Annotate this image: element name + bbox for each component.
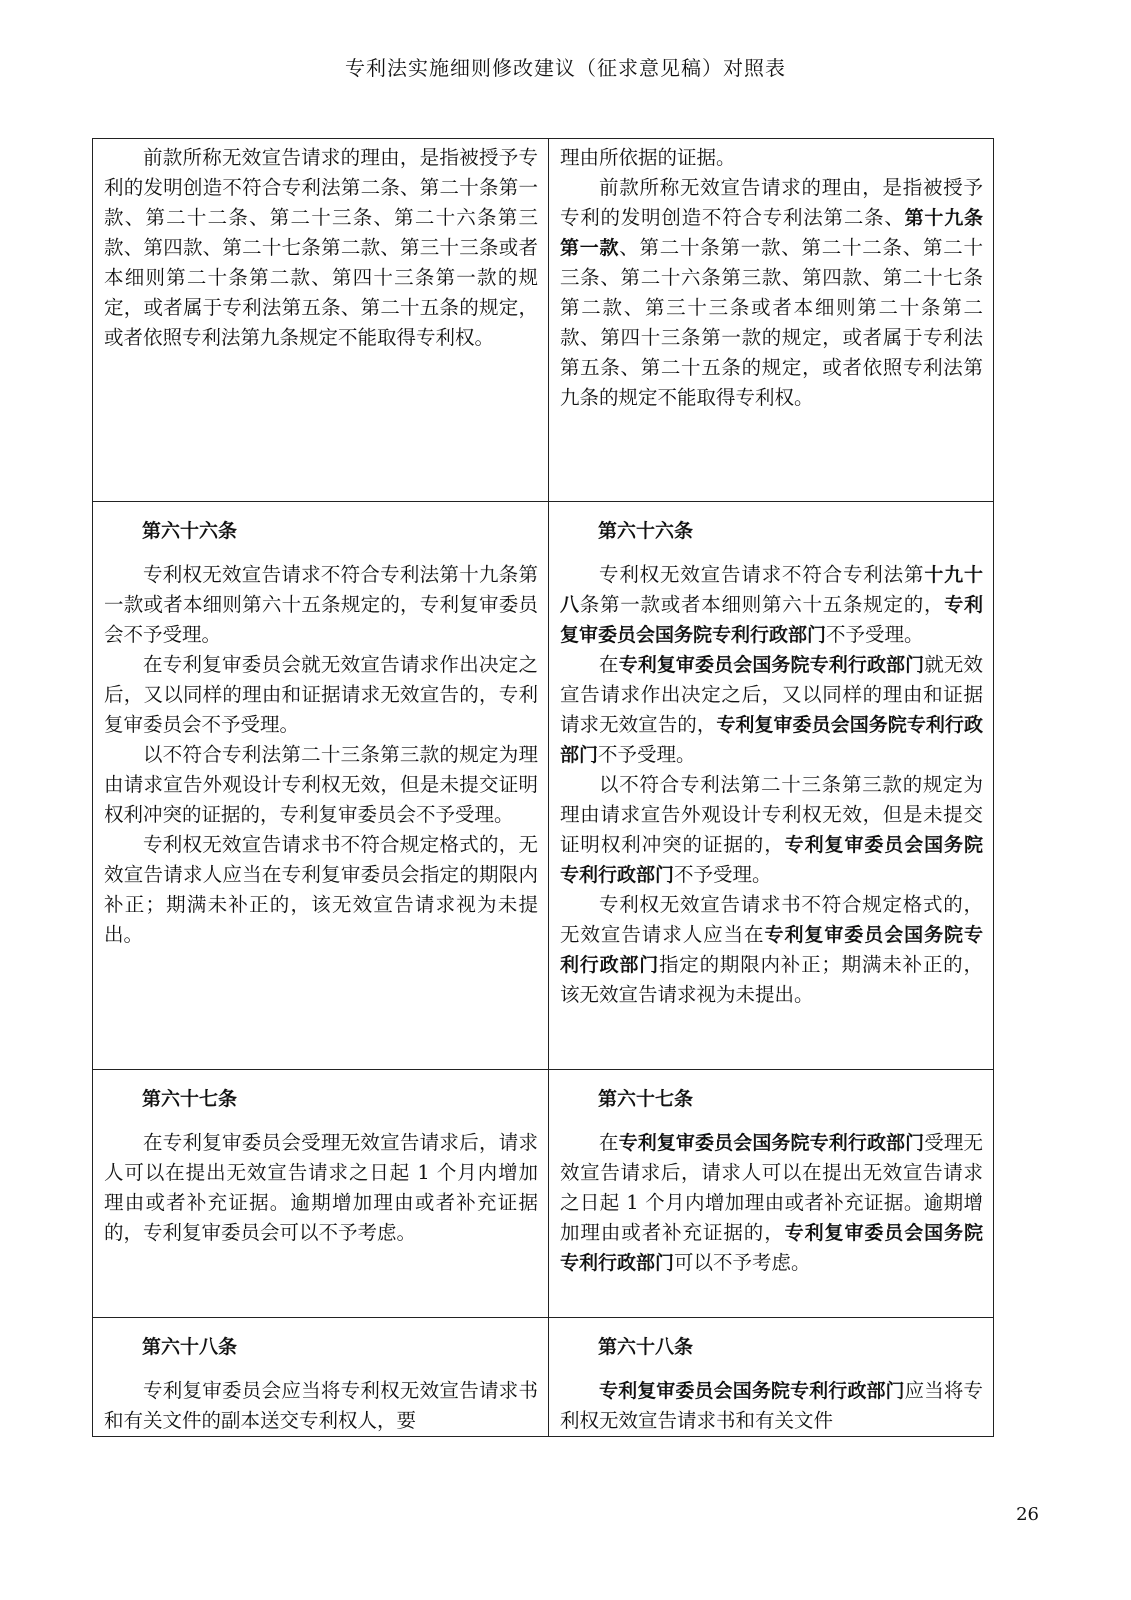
paragraph [104,830,538,950]
table-row [93,502,994,1070]
right-cell [549,1070,994,1318]
paragraph [104,1128,538,1248]
paragraph [560,173,983,413]
paragraph [104,740,538,830]
bold-text: 专利复审委员会国务院专利行政部门 [560,834,983,886]
paragraph [560,1128,983,1278]
paragraph-text: 以不符合专利法第二十三条第三款的规定为理由请求宣告外观设计专利权无效，但是未提交证明权利冲突的证据的， [560,773,983,856]
table-row [93,1318,994,1437]
paragraph-text: 专利复审委员会应当将专利权无效宣告请求书和有关文件的副本送交专利权人，要 [104,1379,538,1432]
paragraph-text: 在 [599,1131,619,1154]
paragraph-text: 可以不予考虑。 [674,1251,811,1274]
paragraph-text: 受理无效宣告请求后，请求人可以在提出无效宣告请求之日起 1 个月内增加理由或者补充证据。逾期增加理由或者补充证据的， [560,1131,983,1244]
paragraph [560,143,983,173]
paragraph-text: 条第一款或者本细则第六十五条规定的， [579,593,945,616]
table-row [93,1070,994,1318]
paragraph [104,143,538,353]
paragraph [560,890,983,1010]
paragraph [560,1376,983,1436]
paragraph-text: 不予受理。 [826,623,924,646]
paragraph-text: 以不符合专利法第二十三条第三款的规定为理由请求宣告外观设计专利权无效，但是未提交证明权利冲突的证据的，专利复审委员会不予受理。 [104,743,538,826]
paragraph [560,650,983,770]
paragraph-text: 专利权无效宣告请求不符合专利法第十九条第一款或者本细则第六十五条规定的，专利复审委员会不予受理。 [104,563,538,646]
paragraph [560,560,983,650]
article-title: 第六十七条 [598,1088,694,1110]
paragraph [104,650,538,740]
right-cell [549,502,994,1070]
bold-text: 专利复审委员会国务院专利行政部门 [618,1132,925,1154]
right-cell [549,1318,994,1437]
bold-text: 专利复审委员会国务院专利行政部门 [560,1222,983,1274]
article-title: 第六十六条 [142,520,238,542]
paragraph [104,560,538,650]
page-header-title: 专利法实施细则修改建议（征求意见稿）对照表 [345,56,786,80]
paragraph-text: 、第二十条第一款、第二十二条、第二十三条、第二十六条第三款、第四款、第二十七条第二款、第三十三条或者本细则第二十条第二款、第四十三条第一款的规定，或者属于专利法第五条、第二十五条的规定，或者依照专利法第九条的规定不能取得专利权。 [560,236,983,409]
paragraph-text: 专利权无效宣告请求书不符合规定格式的，无效宣告请求人应当在专利复审委员会指定的期限内补正；期满未补正的，该无效宣告请求视为未提出。 [104,833,538,946]
article-title: 第六十六条 [598,520,694,542]
paragraph-text: 专利权无效宣告请求书不符合规定格式的，无效宣告请求人应当在 [560,893,983,946]
paragraph-text: 不予受理。 [598,743,696,766]
left-cell [93,502,549,1070]
paragraph-text: 在专利复审委员会受理无效宣告请求后，请求人可以在提出无效宣告请求之日起 1 个月内增加理由或者补充证据。逾期增加理由或者补充证据的，专利复审委员会可以不予考虑。 [104,1131,538,1244]
bold-text: 专利复审委员会国务院专利行政部门 [560,594,983,646]
bold-text: 专利复审委员会国务院专利行政部门 [560,714,983,766]
paragraph-text: 不予受理。 [674,863,772,886]
bold-text: 专利复审委员会国务院专利行政部门 [618,654,925,676]
bold-text: 专利复审委员会国务院专利行政部门 [560,924,983,976]
bold-text: 第十九条第一款 [560,207,983,259]
paragraph-text: 在 [599,653,619,676]
paragraph-text: 应当将专利权无效宣告请求书和有关文件 [560,1379,983,1432]
paragraph-text: 前款所称无效宣告请求的理由，是指被授予专利的发明创造不符合专利法第二条、 [560,176,983,229]
left-cell [93,1070,549,1318]
left-cell [93,1318,549,1437]
paragraph-text: 专利权无效宣告请求不符合专利法第 [599,563,925,586]
right-cell [549,139,994,502]
paragraph-text: 前款所称无效宣告请求的理由，是指被授予专利的发明创造不符合专利法第二条、第二十条第一款、第二十二条、第二十三条、第二十六条第三款、第四款、第二十七条第二款、第三十三条或者本细则第二十条第二款、第四十三条第一款的规定，或者属于专利法第五条、第二十五条的规定，或者依照专利法第九条规定不能取得专利权。 [104,146,538,349]
paragraph-text: 在专利复审委员会就无效宣告请求作出决定之后，又以同样的理由和证据请求无效宣告的，专利复审委员会不予受理。 [104,653,538,736]
article-title: 第六十七条 [142,1088,238,1110]
paragraph [560,770,983,890]
page-number: 26 [1016,1504,1039,1525]
article-title: 第六十八条 [142,1336,238,1358]
bold-text: 十九十八 [560,564,983,616]
paragraph-text: 就无效宣告请求作出决定之后，又以同样的理由和证据请求无效宣告的， [560,653,983,736]
paragraph-text: 指定的期限内补正；期满未补正的，该无效宣告请求视为未提出。 [560,953,983,1006]
article-title: 第六十八条 [598,1336,694,1358]
bold-text: 专利复审委员会国务院专利行政部门 [599,1380,905,1402]
table-row [93,139,994,502]
left-cell [93,139,549,502]
comparison-table [92,138,994,1437]
paragraph [104,1376,538,1436]
paragraph-text: 理由所依据的证据。 [560,146,736,169]
